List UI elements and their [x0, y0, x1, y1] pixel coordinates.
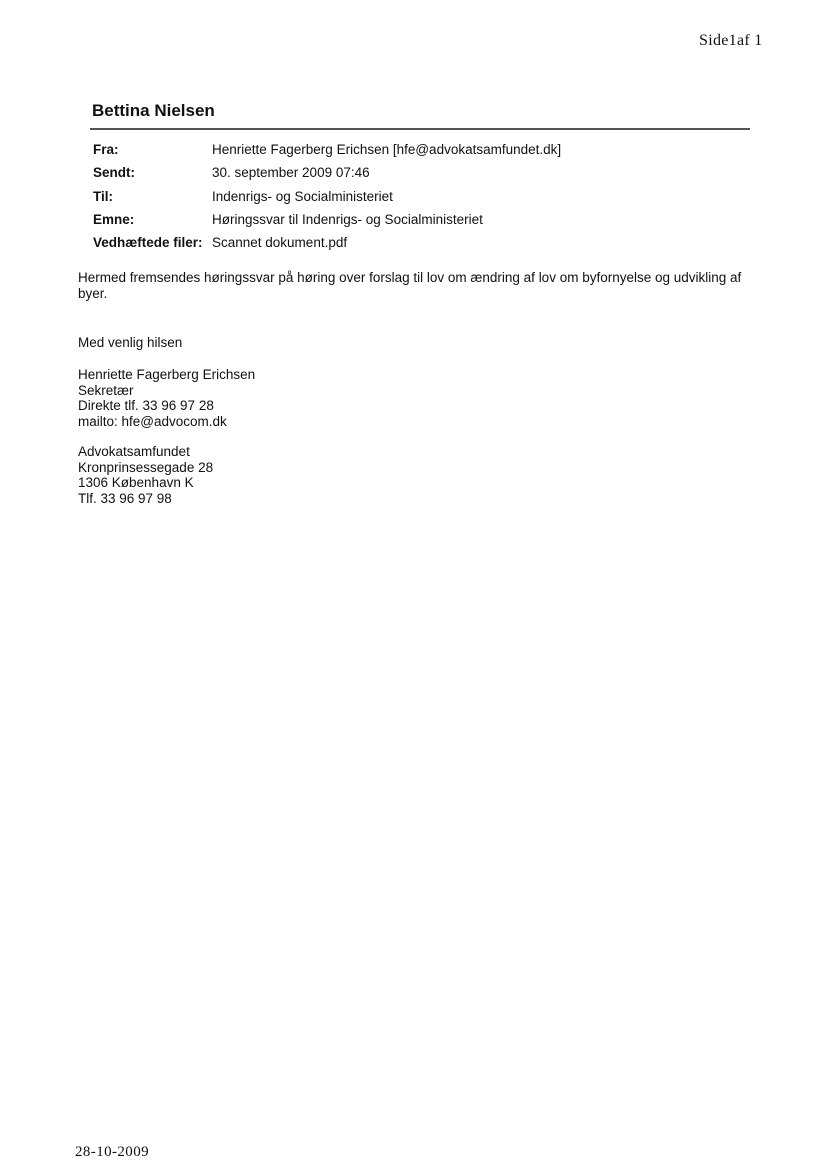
signature-phone: Direkte tlf. 33 96 97 28	[78, 398, 214, 414]
header-row-to	[93, 187, 561, 210]
company-block	[78, 444, 213, 507]
email-header-table	[93, 140, 561, 256]
sender-name: Bettina Nielsen	[92, 101, 215, 120]
email-body: Hermed fremsendes høringssvar på høring over forslag til lov om ændring af lov om byfornyelse og udvikling af byer.	[78, 270, 742, 301]
from-value: Henriette Fagerberg Erichsen [hfe@advokatsamfundet.dk]	[212, 142, 562, 157]
subject-label: Emne:	[93, 211, 135, 227]
to-label: Til:	[93, 188, 113, 204]
sent-label: Sendt:	[93, 165, 135, 181]
signature-block	[78, 367, 255, 430]
from-label: Fra:	[93, 142, 119, 157]
footer-date: 28-10-2009	[75, 1144, 149, 1160]
header-row-attachments	[93, 233, 561, 256]
signature-title: Sekretær	[78, 382, 134, 398]
attachments-label: Vedhæftede filer:	[93, 235, 203, 251]
company-city: 1306 København K	[78, 475, 194, 491]
sent-value: 30. september 2009 07:46	[212, 165, 370, 181]
header-divider	[90, 128, 750, 130]
signature-mail: mailto: hfe@advocom.dk	[78, 414, 227, 430]
greeting: Med venlig hilsen	[78, 335, 183, 350]
company-street: Kronprinsessegade 28	[78, 459, 214, 475]
header-row-sent	[93, 163, 561, 186]
page-number: Side1af 1	[699, 32, 763, 49]
subject-value: Høringssvar til Indenrigs- og Socialministeriet	[212, 211, 483, 227]
signature-name: Henriette Fagerberg Erichsen	[78, 367, 256, 382]
to-value: Indenrigs- og Socialministeriet	[212, 188, 393, 204]
company-name: Advokatsamfundet	[78, 444, 190, 459]
header-row-subject	[93, 210, 561, 233]
company-phone: Tlf. 33 96 97 98	[78, 491, 172, 507]
attachments-value: Scannet dokument.pdf	[212, 235, 348, 251]
header-row-from	[93, 140, 561, 163]
